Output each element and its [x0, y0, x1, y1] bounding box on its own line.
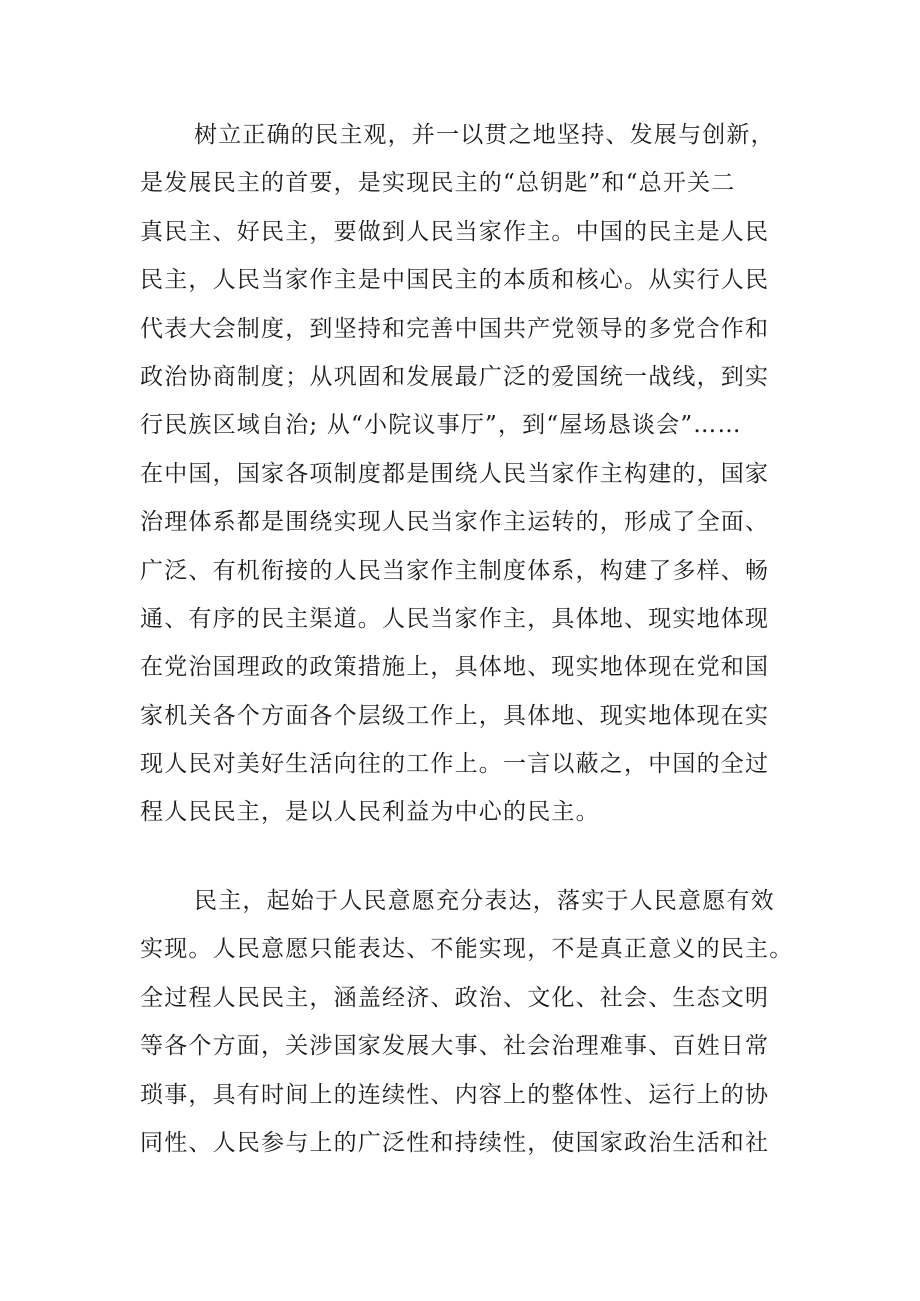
- paragraph-line: 民主，人民当家作主是中国民主的本质和核心。从实行人民: [140, 267, 770, 294]
- paragraph-line: 现人民对美好生活向往的工作上。一言以蔽之，中国的全过: [140, 751, 770, 778]
- paragraph-line: 全过程人民民主，涵盖经济、政治、文化、社会、生态文明: [140, 984, 770, 1011]
- paragraph-line: 在中国，国家各项制度都是围绕人民当家作主构建的，国家: [140, 460, 770, 487]
- paragraph-line: 家机关各个方面各个层级工作上，具体地、现实地体现在实: [140, 702, 770, 729]
- paragraph-line: 治理体系都是围绕实现人民当家作主运转的，形成了全面、: [140, 509, 770, 536]
- paragraph-line: 真民主、好民主，要做到人民当家作主。中国的民主是人民: [140, 218, 770, 245]
- paragraph-line: 程人民民主，是以人民利益为中心的民主。: [140, 799, 600, 826]
- paragraph-line: 实现。人民意愿只能表达、不能实现，不是真正意义的民主。: [140, 936, 794, 963]
- paragraph-line: 等各个方面，关涉国家发展大事、社会治理难事、百姓日常: [140, 1033, 770, 1060]
- paragraph-people-will: [140, 877, 820, 1167]
- paragraph-line: 民主，起始于人民意愿充分表达，落实于人民意愿有效: [194, 888, 775, 914]
- paragraph-democracy-concept: [140, 111, 820, 837]
- paragraph-line: 行民族区域自治; 从“小院议事厅”，到“屋场恳谈会”……: [140, 412, 742, 439]
- paragraph-line: 广泛、有机衔接的人民当家作主制度体系，构建了多样、畅: [140, 557, 770, 584]
- paragraph-line: 政治协商制度；从巩固和发展最广泛的爱国统一战线，到实: [140, 363, 770, 390]
- paragraph-line: 琐事，具有时间上的连续性、内容上的整体性、运行上的协: [140, 1081, 770, 1108]
- paragraph-line: 代表大会制度，到坚持和完善中国共产党领导的多党合作和: [140, 315, 770, 342]
- paragraph-line: 通、有序的民主渠道。人民当家作主，具体地、现实地体现: [140, 605, 770, 632]
- paragraph-line: 同性、人民参与上的广泛性和持续性，使国家政治生活和社: [140, 1129, 770, 1156]
- paragraph-line: 在党治国理政的政策措施上，具体地、现实地体现在党和国: [140, 654, 770, 681]
- paragraph-line: 树立正确的民主观，并一以贯之地坚持、发展与创新，: [194, 122, 775, 148]
- paragraph-line: 是发展民主的首要，是实现民主的“总钥匙”和“总开关二: [140, 170, 736, 197]
